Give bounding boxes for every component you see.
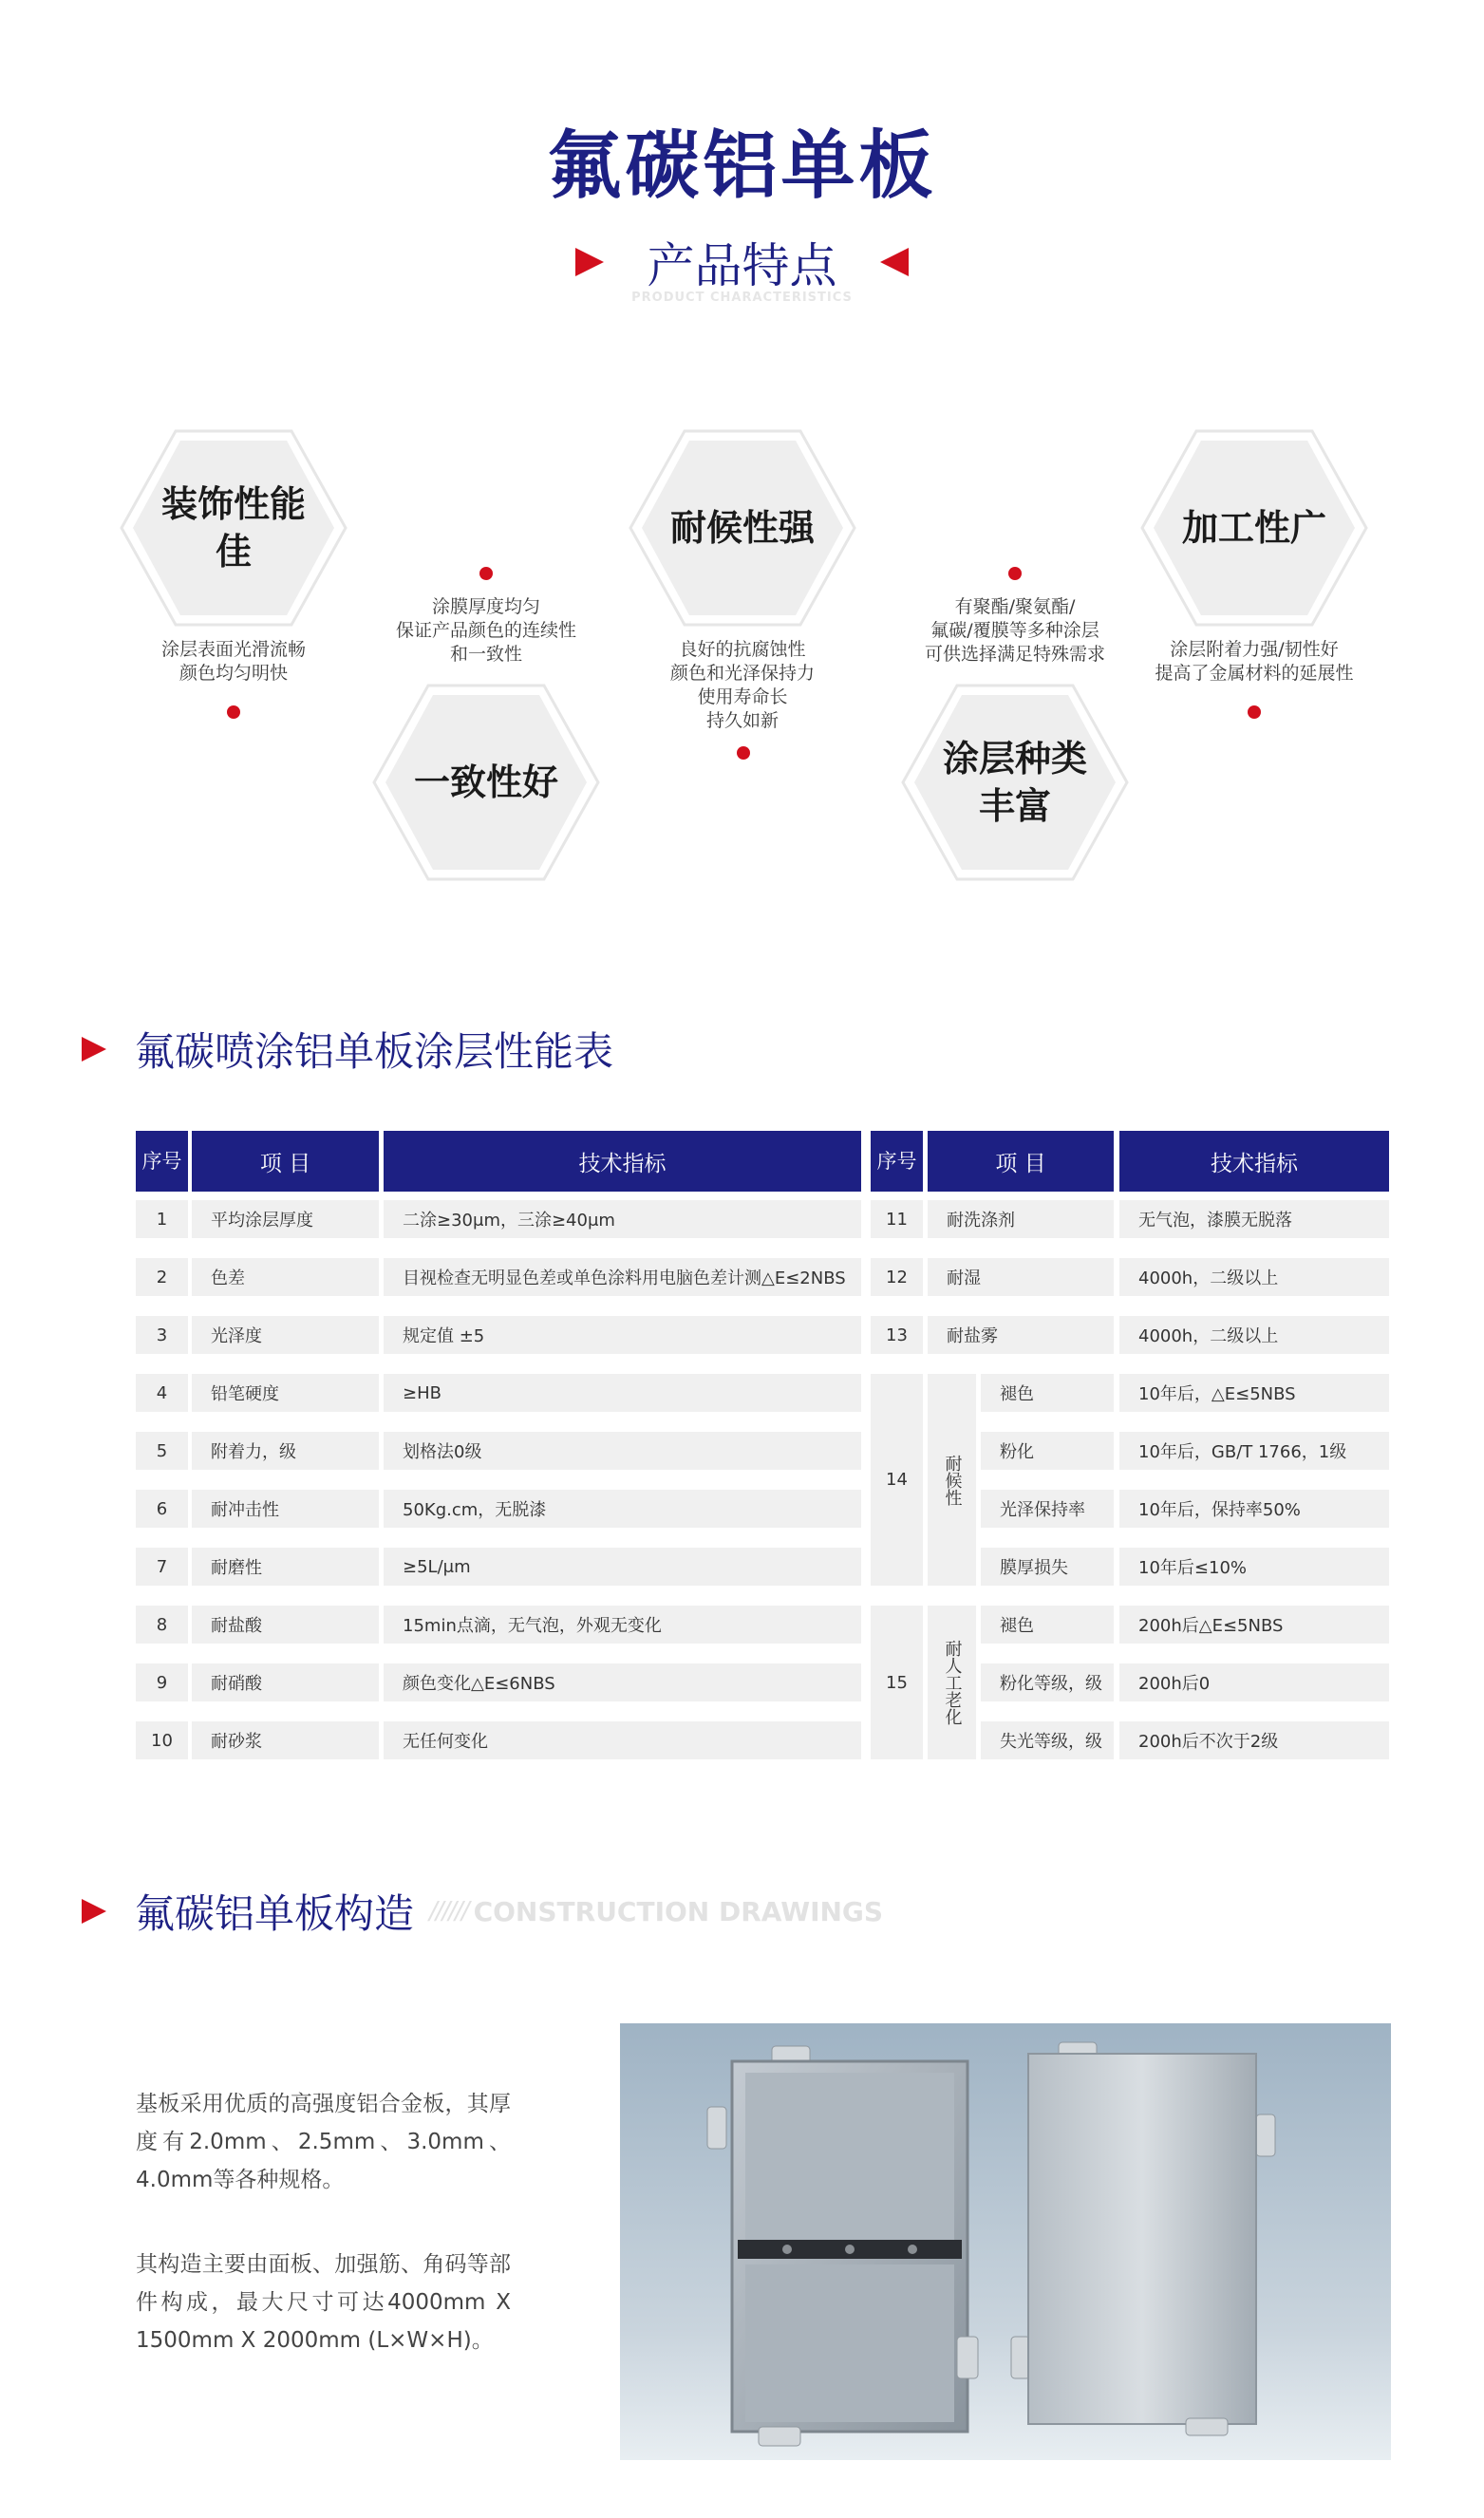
row-spec: 200h后不次于2级 [1119, 1721, 1389, 1759]
row-spec: 10年后，GB/T 1766，1级 [1119, 1432, 1389, 1470]
row-item: 膜厚损失 [981, 1548, 1114, 1586]
row-spec: 无气泡，漆膜无脱落 [1119, 1200, 1389, 1238]
row-item: 耐盐酸 [192, 1606, 379, 1644]
header-no: 序号 [871, 1131, 923, 1192]
feature-title: 加工性广 [1181, 507, 1326, 549]
row-spec: 4000h，二级以上 [1119, 1258, 1389, 1296]
group-no: 15 [871, 1606, 923, 1759]
feature-title: 装饰性能佳 [160, 483, 306, 573]
red-dot-icon [1008, 567, 1022, 580]
table-section-heading [82, 1021, 613, 1078]
feature-desc: 涂膜厚度均匀 保证产品颜色的连续性 和一致性 [395, 596, 576, 665]
row-spec: 10年后≤10% [1119, 1548, 1389, 1586]
feature-desc: 良好的抗腐蚀性 颜色和光泽保持力 使用寿命长 持久如新 [669, 639, 815, 731]
feature-title: 一致性好 [413, 761, 558, 803]
row-no: 4 [136, 1374, 188, 1412]
row-spec: 15min点滴，无气泡，外观无变化 [384, 1606, 861, 1644]
arrow-right-icon [82, 1899, 106, 1924]
red-dot-icon [479, 567, 493, 580]
feature-hexagon [1138, 427, 1370, 629]
subtitle-row [0, 228, 1484, 296]
row-item: 褪色 [981, 1374, 1114, 1412]
group-category [928, 1374, 976, 1586]
row-spec: ≥5L/μm [384, 1548, 861, 1586]
header-no: 序号 [136, 1131, 188, 1192]
row-spec: 200h后0 [1119, 1663, 1389, 1701]
red-dot-icon [227, 705, 240, 719]
row-no: 1 [136, 1200, 188, 1238]
section-title: 氟碳铝单板构造 [135, 1890, 415, 1937]
row-no: 7 [136, 1548, 188, 1586]
group-no: 14 [871, 1374, 923, 1586]
decorative-slashes: ////// [429, 1897, 468, 1926]
row-item: 耐磨性 [192, 1548, 379, 1586]
feature-hexagon [118, 427, 349, 629]
subtitle-en: PRODUCT CHARACTERISTICS [631, 291, 853, 305]
row-item: 耐冲击性 [192, 1490, 379, 1528]
subtitle: 产品特点 [647, 238, 837, 293]
row-no: 10 [136, 1721, 188, 1759]
arrow-right-icon [575, 248, 604, 276]
row-item: 铅笔硬度 [192, 1374, 379, 1412]
feature-desc: 有聚酯/聚氨酯/ 氟碳/覆膜等多种涂层 可供选择满足特殊需求 [924, 596, 1105, 665]
aluminum-panel-illustration [620, 2023, 1391, 2460]
row-spec: 颜色变化△E≤6NBS [384, 1663, 861, 1701]
construction-paragraph: 基板采用优质的高强度铝合金板，其厚度有2.0mm、2.5mm、3.0mm、4.0mm等各种规格。 [136, 2092, 511, 2192]
header-item: 项 目 [928, 1131, 1114, 1192]
section-title-en: CONSTRUCTION DRAWINGS [473, 1895, 884, 1927]
construction-section-heading [82, 1883, 883, 1940]
row-item: 失光等级，级 [981, 1721, 1114, 1759]
row-spec: 10年后，△E≤5NBS [1119, 1374, 1389, 1412]
row-item: 耐盐雾 [928, 1316, 1114, 1354]
row-item: 附着力，级 [192, 1432, 379, 1470]
feature-desc: 涂层表面光滑流畅 颜色均匀明快 [160, 639, 306, 684]
row-item: 光泽度 [192, 1316, 379, 1354]
row-item: 平均涂层厚度 [192, 1200, 379, 1238]
row-spec: 50Kg.cm，无脱漆 [384, 1490, 861, 1528]
row-item: 耐洗涤剂 [928, 1200, 1114, 1238]
row-no: 13 [871, 1316, 923, 1354]
arrow-left-icon [880, 248, 909, 276]
row-spec: 二涂≥30μm，三涂≥40μm [384, 1200, 861, 1238]
row-item: 粉化 [981, 1432, 1114, 1470]
row-no: 12 [871, 1258, 923, 1296]
page-title: 氟碳铝单板 [547, 123, 937, 209]
row-item: 光泽保持率 [981, 1490, 1114, 1528]
red-dot-icon [1248, 705, 1261, 719]
row-spec: ≥HB [384, 1374, 861, 1412]
row-spec: 无任何变化 [384, 1721, 861, 1759]
row-item: 耐湿 [928, 1258, 1114, 1296]
construction-paragraph: 其构造主要由面板、加强筋、角码等部件构成，最大尺寸可达4000mm X 1500mm X 2000mm (L×W×H)。 [136, 2252, 511, 2353]
row-item: 耐硝酸 [192, 1663, 379, 1701]
row-spec: 4000h，二级以上 [1119, 1316, 1389, 1354]
row-no: 3 [136, 1316, 188, 1354]
arrow-right-icon [82, 1037, 106, 1062]
row-spec: 规定值 ±5 [384, 1316, 861, 1354]
row-no: 11 [871, 1200, 923, 1238]
row-spec: 划格法0级 [384, 1432, 861, 1470]
red-dot-icon [737, 746, 750, 760]
feature-desc: 涂层附着力强/韧性好 提高了金属材料的延展性 [1155, 639, 1354, 684]
feature-hexagon [627, 427, 858, 629]
group-category-label: 耐人工老化 [942, 1640, 963, 1725]
section-title: 氟碳喷涂铝单板涂层性能表 [135, 1028, 614, 1075]
row-no: 9 [136, 1663, 188, 1701]
row-no: 2 [136, 1258, 188, 1296]
row-item: 褪色 [981, 1606, 1114, 1644]
panel-product-photo [620, 2023, 1391, 2460]
row-spec: 10年后，保持率50% [1119, 1490, 1389, 1528]
header-spec: 技术指标 [1119, 1131, 1389, 1192]
feature-hexagon [370, 682, 602, 883]
header-item: 项 目 [192, 1131, 379, 1192]
row-spec: 200h后△E≤5NBS [1119, 1606, 1389, 1644]
row-item: 粉化等级，级 [981, 1663, 1114, 1701]
group-category-label: 耐候性 [942, 1454, 963, 1506]
row-no: 6 [136, 1490, 188, 1528]
row-no: 5 [136, 1432, 188, 1470]
feature-title: 耐候性强 [669, 507, 815, 549]
header-spec: 技术指标 [384, 1131, 861, 1192]
row-no: 8 [136, 1606, 188, 1644]
feature-hexagon [899, 682, 1131, 883]
row-item: 耐砂浆 [192, 1721, 379, 1759]
feature-title: 涂层种类丰富 [942, 738, 1087, 827]
row-spec: 目视检查无明显色差或单色涂料用电脑色差计测△E≤2NBS [384, 1258, 861, 1296]
group-category [928, 1606, 976, 1759]
row-item: 色差 [192, 1258, 379, 1296]
